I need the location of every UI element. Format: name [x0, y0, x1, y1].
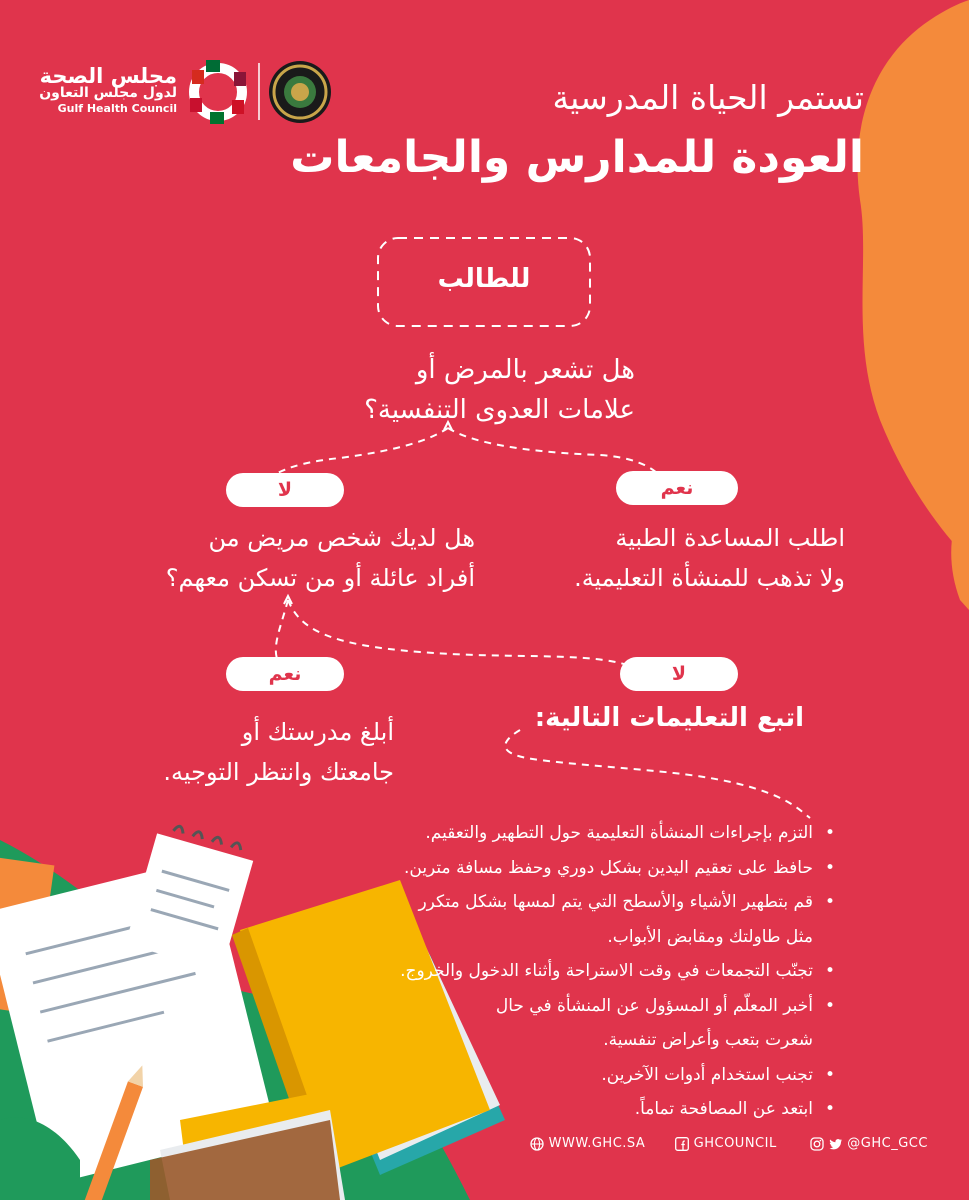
no-badge: لا: [226, 473, 344, 507]
instagram-icon: [810, 1137, 824, 1151]
question-1: [364, 350, 635, 430]
footer-facebook[interactable]: [675, 1136, 777, 1151]
list-item: • تجنب استخدام أدوات الآخرين.: [601, 1064, 835, 1085]
list-item: • ابتعد عن المصافحة تماماً.: [634, 1099, 835, 1119]
question-1-line-2: علامات العدوى التنفسية؟: [364, 395, 635, 425]
page-title: العودة للمدارس والجامعات: [290, 132, 864, 183]
question-1-line-1: هل تشعر بالمرض أو: [415, 355, 635, 385]
yes-answer-line-2: ولا تذهب للمنشأة التعليمية.: [574, 564, 845, 592]
list-item: • قم بتطهير الأشياء والأسطح التي يتم لمسها بشكل متكرر: [418, 892, 835, 912]
yes-answer-line-1: اطلب المساعدة الطبية: [615, 524, 845, 552]
facebook-link[interactable]: GHCOUNCIL: [693, 1136, 777, 1151]
yes-2-answer-line-2: جامعتك وانتظر التوجيه.: [163, 758, 394, 786]
yes-2-answer: [163, 712, 394, 792]
twitter-icon: [829, 1137, 843, 1151]
question-2-line-1: هل لديك شخص مريض من: [208, 524, 475, 552]
logo-english-name: Gulf Health Council: [57, 102, 177, 115]
question-2-line-2: أفراد عائلة أو من تسكن معهم؟: [165, 564, 475, 592]
website-link[interactable]: WWW.GHC.SA: [548, 1136, 646, 1151]
yes-answer: [574, 518, 845, 598]
list-item: • تجنّب التجمعات في وقت الاستراحة وأثناء الدخول والخروج.: [400, 961, 835, 981]
logo-arabic-sub: لدول مجلس التعاون: [39, 85, 177, 101]
footer-website[interactable]: [530, 1136, 645, 1151]
yes-badge: نعم: [616, 471, 738, 505]
list-item-continuation: مثل طاولتك ومقابض الأبواب.: [607, 926, 813, 947]
facebook-icon: [675, 1137, 689, 1151]
no-2-badge: لا: [620, 657, 738, 691]
follow-instructions-title: اتبع التعليمات التالية:: [534, 703, 804, 733]
list-item: • حافظ على تعقيم اليدين بشكل دوري وحفظ مسافة مترين.: [403, 857, 835, 878]
question-2: [166, 518, 475, 598]
ghc-flag-ring: [190, 60, 246, 124]
logo-arabic-name: مجلس الصحة: [39, 64, 177, 88]
globe-icon: [530, 1137, 544, 1151]
footer-social[interactable]: [810, 1136, 928, 1151]
list-item: • أخبر المعلّم أو المسؤول عن المنشأة في حال: [495, 995, 835, 1016]
list-item: • التزم بإجراءات المنشأة التعليمية حول التطهير والتعقيم.: [425, 823, 835, 843]
yes-2-answer-line-1: أبلغ مدرستك أو: [241, 718, 394, 746]
student-box-label: للطالب: [437, 264, 531, 294]
yes-2-badge: نعم: [226, 657, 344, 691]
instructions-list: [215, 816, 835, 1127]
social-handle[interactable]: @GHC_GCC: [847, 1136, 928, 1151]
orange-blob: [858, 0, 969, 560]
gcc-emblem: [269, 61, 331, 123]
page-subtitle: تستمر الحياة المدرسية: [552, 78, 864, 117]
list-item-continuation: شعرت بتعب وأعراض تنفسية.: [603, 1030, 813, 1050]
